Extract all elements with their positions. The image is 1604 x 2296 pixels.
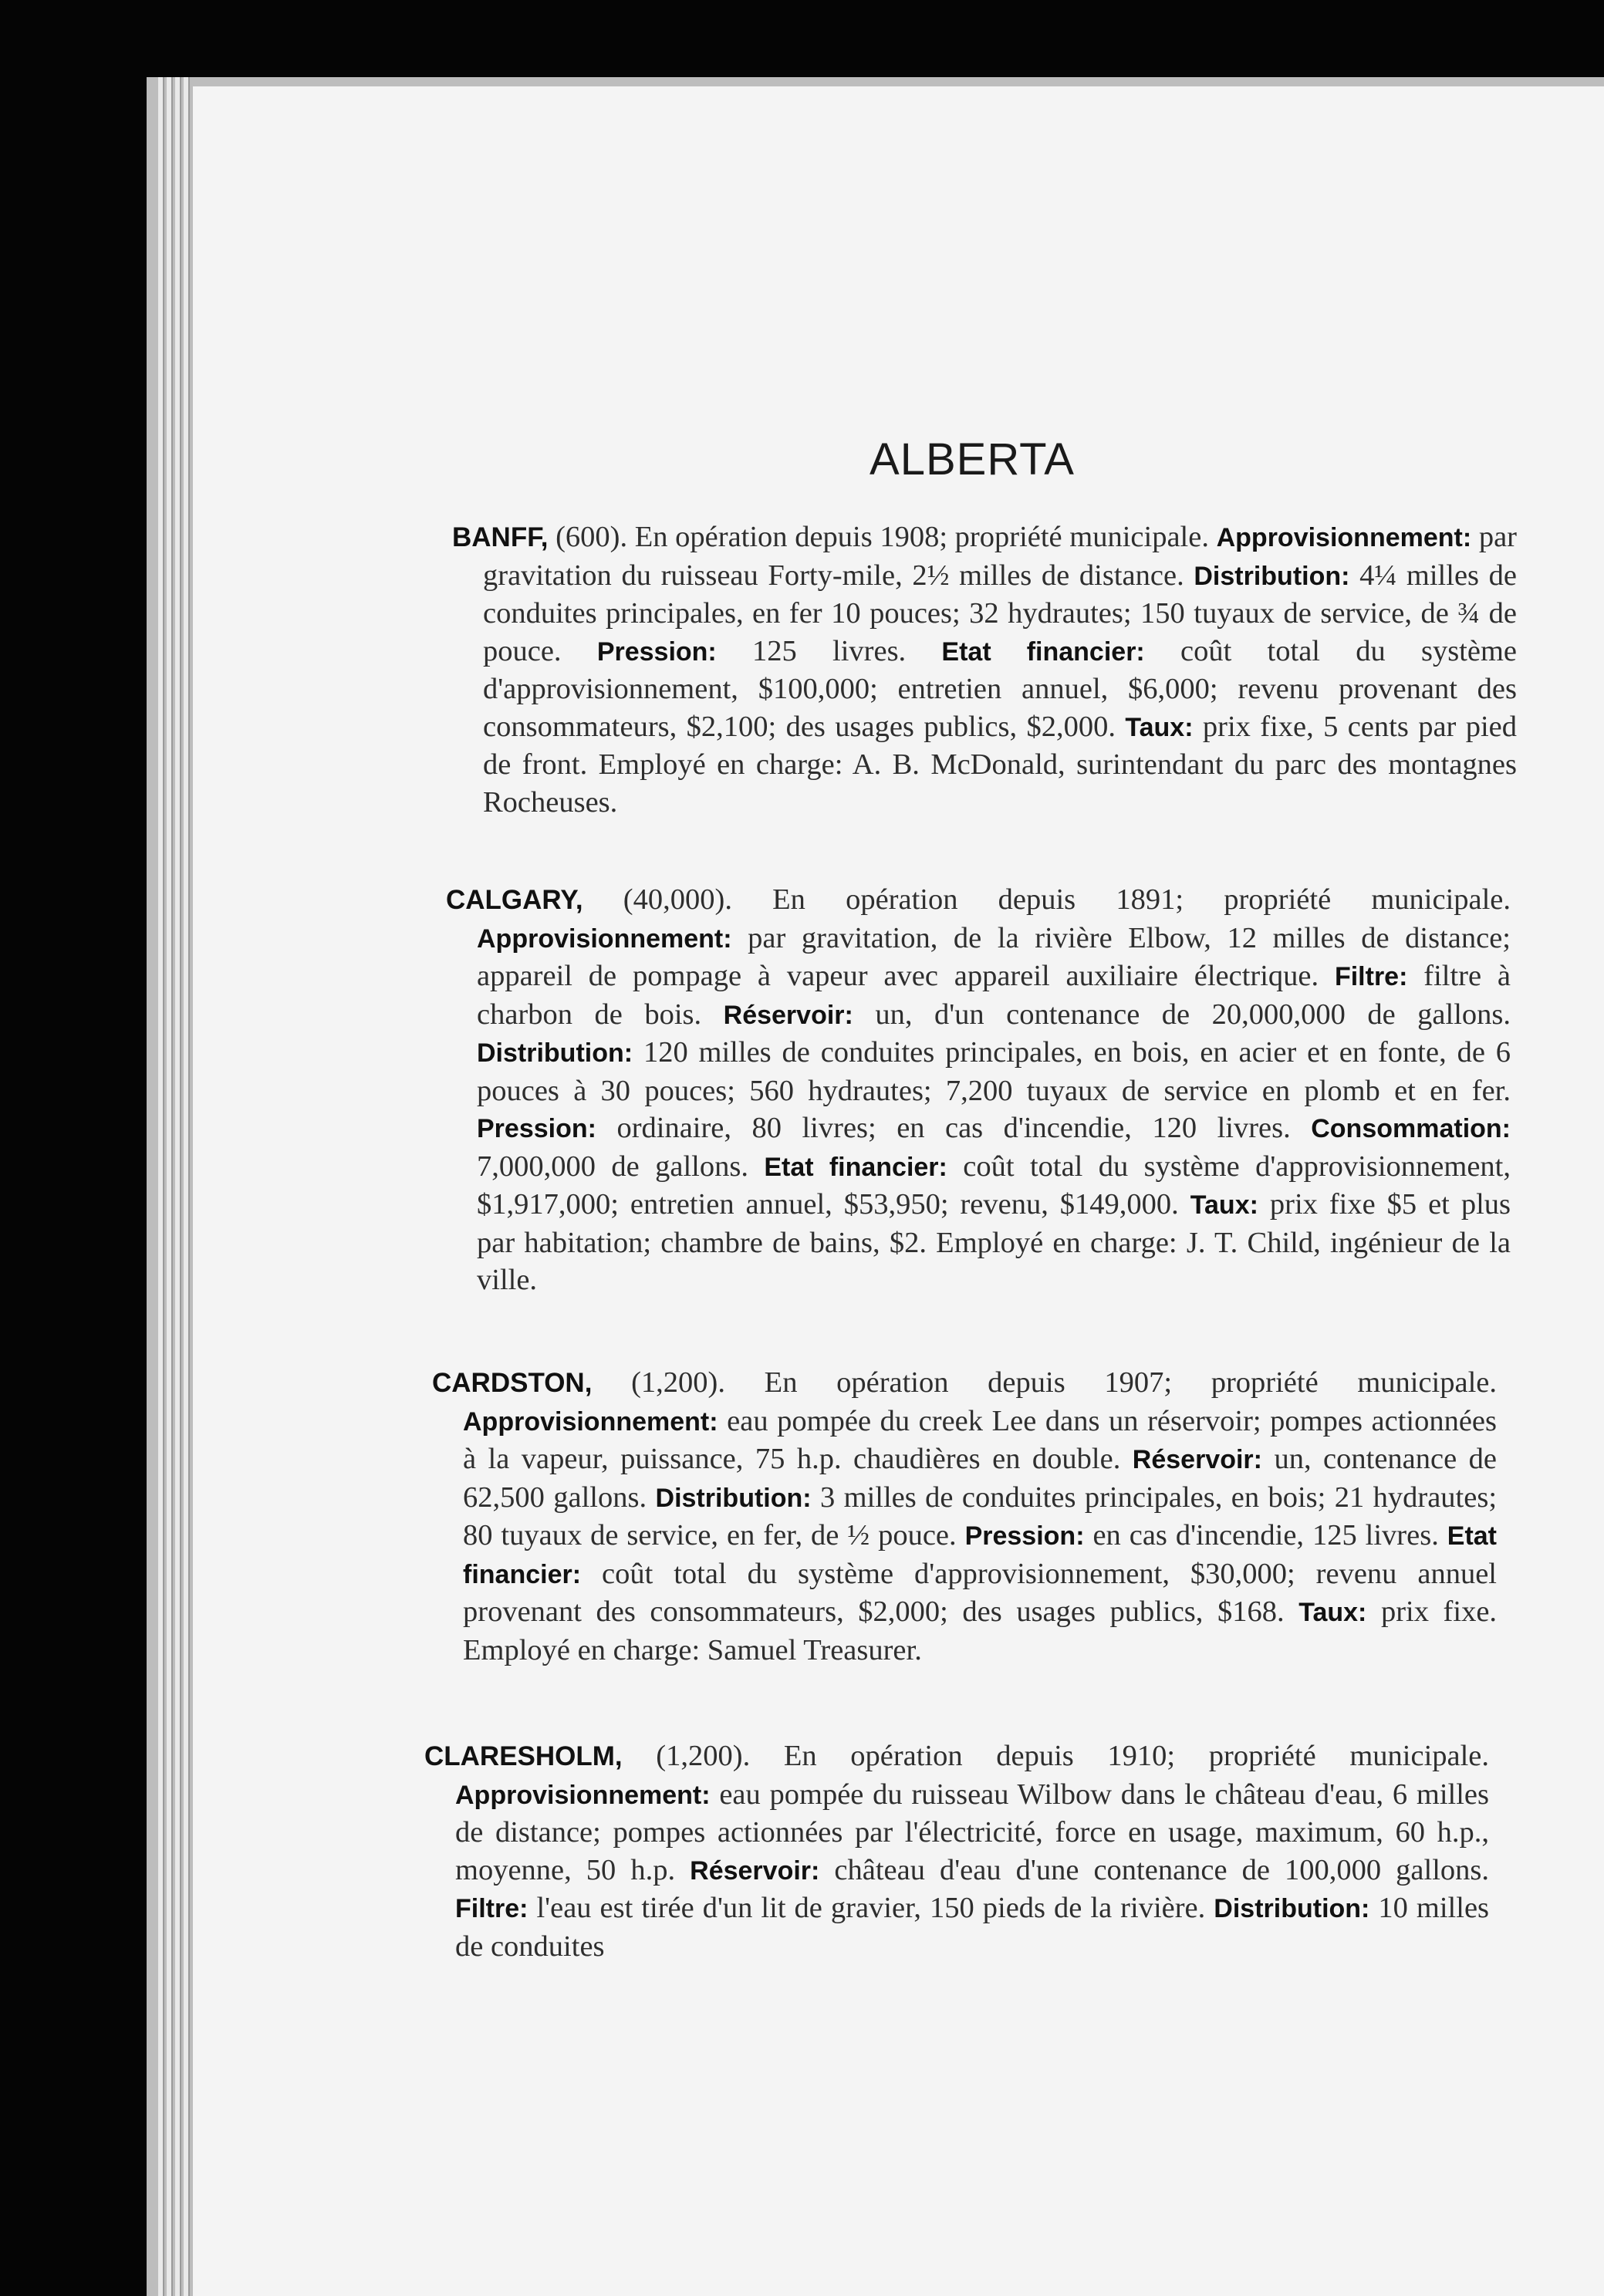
field-text: prix fixe, 5 cents par pied de front. Employé en charge: A. B. McDonald, surintendant du parc des montagnes Rocheuses.: [483, 710, 1518, 819]
entry-intro: En opération depuis 1908; propriété municipale.: [634, 521, 1209, 553]
field-text: eau pompée du creek Lee dans un réservoir; pompes actionnées à la vapeur, puissance, 75 h.p. chaudières en double.: [463, 1404, 1497, 1475]
field-label: Etat financier:: [764, 1152, 947, 1182]
field-text: filtre à charbon de bois.: [477, 960, 1511, 1031]
field-label: Approvisionnement:: [455, 1780, 711, 1810]
field-text: prix fixe $5 et plus par habitation; chambre de bains, $2. Employé en charge: J. T. Child, ingénieur de la ville.: [477, 1188, 1511, 1296]
population: (1,200).: [656, 1740, 751, 1772]
field-text: coût total du système d'approvisionnement, $100,000; entretien annuel, $6,000; revenu provenant des consommateurs, $2,100; des usages publics, $2,000.: [483, 634, 1518, 743]
field-label: Pression:: [596, 636, 717, 667]
field-label: Distribution:: [477, 1038, 633, 1068]
field-label: Filtre:: [455, 1894, 528, 1923]
field-text: un, d'un contenance de 20,000,000 de gallons.: [875, 998, 1511, 1031]
field-text: 3 milles de conduites principales, en bois; 21 hydrautes; 80 tuyaux de service, en fer, de ½ pouce.: [463, 1481, 1498, 1551]
field-text: prix fixe. Employé en charge: Samuel Treasurer.: [463, 1595, 1498, 1666]
field-text: par gravitation, de la rivière Elbow, 12 milles de distance; appareil de pompage à vapeur avec appareil auxiliaire électrique.: [477, 921, 1511, 992]
field-label: Approvisionnement:: [463, 1406, 718, 1437]
field-label: Taux:: [1298, 1598, 1367, 1627]
field-text: par gravitation du ruisseau Forty-mile, 2½ milles de distance.: [483, 521, 1517, 592]
field-text: 120 milles de conduites principales, en bois, en acier et en fonte, de 6 pouces à 30 pouces; 560 hydrautes; 7,200 tuyaux de service en plomb et en fer.: [477, 1036, 1511, 1107]
entry-intro: En opération depuis 1910; propriété municipale.: [783, 1740, 1490, 1772]
field-label: Etat financier:: [941, 636, 1145, 667]
field-text: l'eau est tirée d'un lit de gravier, 150 pieds de la rivière.: [536, 1892, 1206, 1924]
field-text: coût total du système d'approvisionnement, $30,000; revenu annuel provenant des consommateurs, $2,000; des usages publics, $168.: [463, 1557, 1497, 1628]
entry-calgary: [446, 881, 1511, 1299]
field-label: Etat financier:: [463, 1521, 1497, 1589]
field-text: 125 livres.: [752, 634, 907, 667]
population: (600).: [555, 521, 628, 553]
population: (1,200).: [631, 1366, 725, 1399]
town-name: CLARESHOLM,: [424, 1741, 623, 1771]
page-edge: [184, 77, 190, 2296]
field-label: Taux:: [1125, 712, 1194, 742]
field-label: Filtre:: [1334, 962, 1408, 991]
entry-claresholm: [424, 1737, 1489, 1965]
town-name: BANFF,: [452, 522, 549, 552]
entry-banff: [452, 518, 1517, 821]
field-label: Réservoir:: [1132, 1445, 1262, 1474]
entry-cardston: [432, 1364, 1497, 1669]
page-edge: [167, 77, 173, 2296]
field-label: Distribution:: [1194, 561, 1350, 591]
field-label: Approvisionnement:: [1216, 523, 1472, 552]
field-label: Réservoir:: [723, 1000, 853, 1030]
field-text: 7,000,000 de gallons.: [477, 1150, 748, 1183]
page-title: ALBERTA: [870, 434, 1075, 485]
field-text: un, contenance de 62,500 gallons.: [463, 1443, 1497, 1514]
entry-intro: En opération depuis 1891; propriété municipale.: [772, 883, 1511, 916]
population: (40,000).: [623, 883, 732, 916]
field-text: ordinaire, 80 livres; en cas d'incendie, 120 livres.: [616, 1112, 1291, 1144]
field-label: Pression:: [964, 1521, 1085, 1551]
field-label: Réservoir:: [690, 1855, 820, 1886]
page-edge: [175, 77, 181, 2296]
field-text: 4¼ milles de conduites principales, en fer 10 pouces; 32 hydrautes; 150 tuyaux de service, de ¾ de pouce.: [483, 559, 1518, 667]
field-label: Distribution:: [1214, 1894, 1370, 1923]
field-label: Taux:: [1190, 1190, 1258, 1220]
field-text: château d'eau d'une contenance de 100,000 gallons.: [834, 1853, 1490, 1886]
field-label: Consommation:: [1311, 1114, 1511, 1143]
field-text: coût total du système d'approvisionnement, $1,917,000; entretien annuel, $53,950; revenu, $149,000.: [477, 1150, 1511, 1221]
entry-intro: En opération depuis 1907; propriété municipale.: [764, 1366, 1498, 1399]
field-label: Distribution:: [655, 1483, 812, 1513]
field-text: en cas d'incendie, 125 livres.: [1092, 1519, 1439, 1551]
town-name: CALGARY,: [446, 885, 583, 915]
page-edge: [158, 77, 164, 2296]
field-label: Pression:: [477, 1114, 596, 1143]
field-text: eau pompée du ruisseau Wilbow dans le château d'eau, 6 milles de distance; pompes actionnées par l'électricité, force en usage, maximum, 60 h.p., moyenne, 50 h.p.: [455, 1778, 1489, 1886]
town-name: CARDSTON,: [432, 1368, 593, 1398]
field-label: Approvisionnement:: [477, 923, 732, 954]
field-text: 10 milles de conduites: [455, 1892, 1490, 1963]
